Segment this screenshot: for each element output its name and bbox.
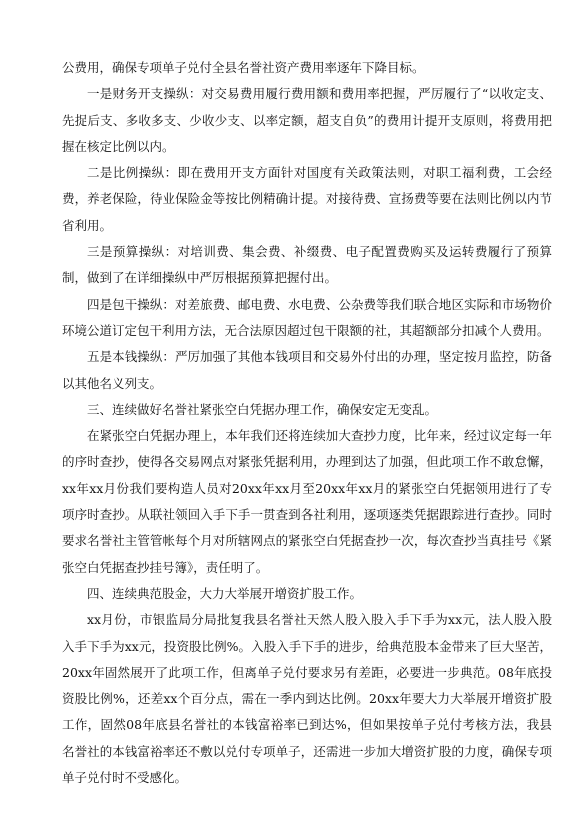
paragraph-1: 公费用，确保专项单子兑付全县名誉社资产费用率逐年下降目标。 — [62, 60, 425, 75]
paragraph-3: 二是比例操纵：即在费用开支方面针对国度有关政策法则，对职工福利费，工会经费，养老保险，待业保险金等按比例精确计提。对接待费、宣扬费等要在法则比例以内节省利用。 — [62, 165, 552, 233]
section-heading-3: 三、连续做好名誉社紧张空白凭据办理工作，确保安定无变乱。 — [87, 401, 438, 417]
paragraph-8: xx月份，市银监局分局批复我县名誉社天然人股入股入手下手为xx元，法人股入股入手下手为xx元，投资股比例%。入股入手下手的进步，给典范股本金带来了巨大坚苦，20xx年固然展开了此项工作，但离单子兑付要求另有差距，必要进一步典范。08年底投资股比例%，还差xx个百分点，需在一季内到达比例。20xx年要大力大举展开增资扩股工作，固然08年底县名誉社的本钱富裕率已到达%，但如果按单子兑付考核方法，我县名誉社的本钱富裕率还不敷以兑付专项单子，还需进一步加大增资扩股的力度，确保专项单子兑付时不受感化。 — [62, 612, 552, 786]
document-body — [62, 55, 552, 791]
paragraph-2: 一是财务开支操纵：对交易费用履行费用额和费用率把握，严厉履行了“以收定支、先捉后支、多收多支、少收少支、以率定额，超支自负”的费用计提开支原则，将费用把握在核定比例以内。 — [62, 86, 552, 154]
paragraph-5: 四是包干操纵：对差旅费、邮电费、水电费、公杂费等我们联合地区实际和市场物价环境公道订定包干利用方法，无合法原因超过包干限额的社，其超额部分扣减个人费用。 — [62, 296, 552, 338]
section-heading-4: 四、连续典范股金，大力大举展开增资扩股工作。 — [87, 585, 363, 601]
paragraph-7: 在紧张空白凭据办理上，本年我们还将连续加大查抄力度，比年来，经过议定每一年的序时查抄，使得各交易网点对紧张凭据利用，办理到达了加强，但此项工作不敢怠懈，xx年xx月份我们要构造人员对20xx年xx月至20xx年xx月的紧张空白凭据领用进行了专项序时查抄。从联社领回入手下手一贯查到各社利用，逐项逐类凭据跟踪进行查抄。同时要求名誉社主管管帐每个月对所辖网点的紧张空白凭据查抄一次，每次查抄当真挂号《紧张空白凭据查抄挂号簿》，责任明了。 — [62, 428, 552, 575]
paragraph-6: 五是本钱操纵：严厉加强了其他本钱项目和交易外付出的办理，坚定按月监控，防备以其他名义列支。 — [62, 349, 552, 391]
paragraph-4: 三是预算操纵：对培训费、集会费、补缀费、电子配置费购买及运转费履行了预算制，做到了在详细操纵中严厉根据预算把握付出。 — [62, 244, 552, 286]
